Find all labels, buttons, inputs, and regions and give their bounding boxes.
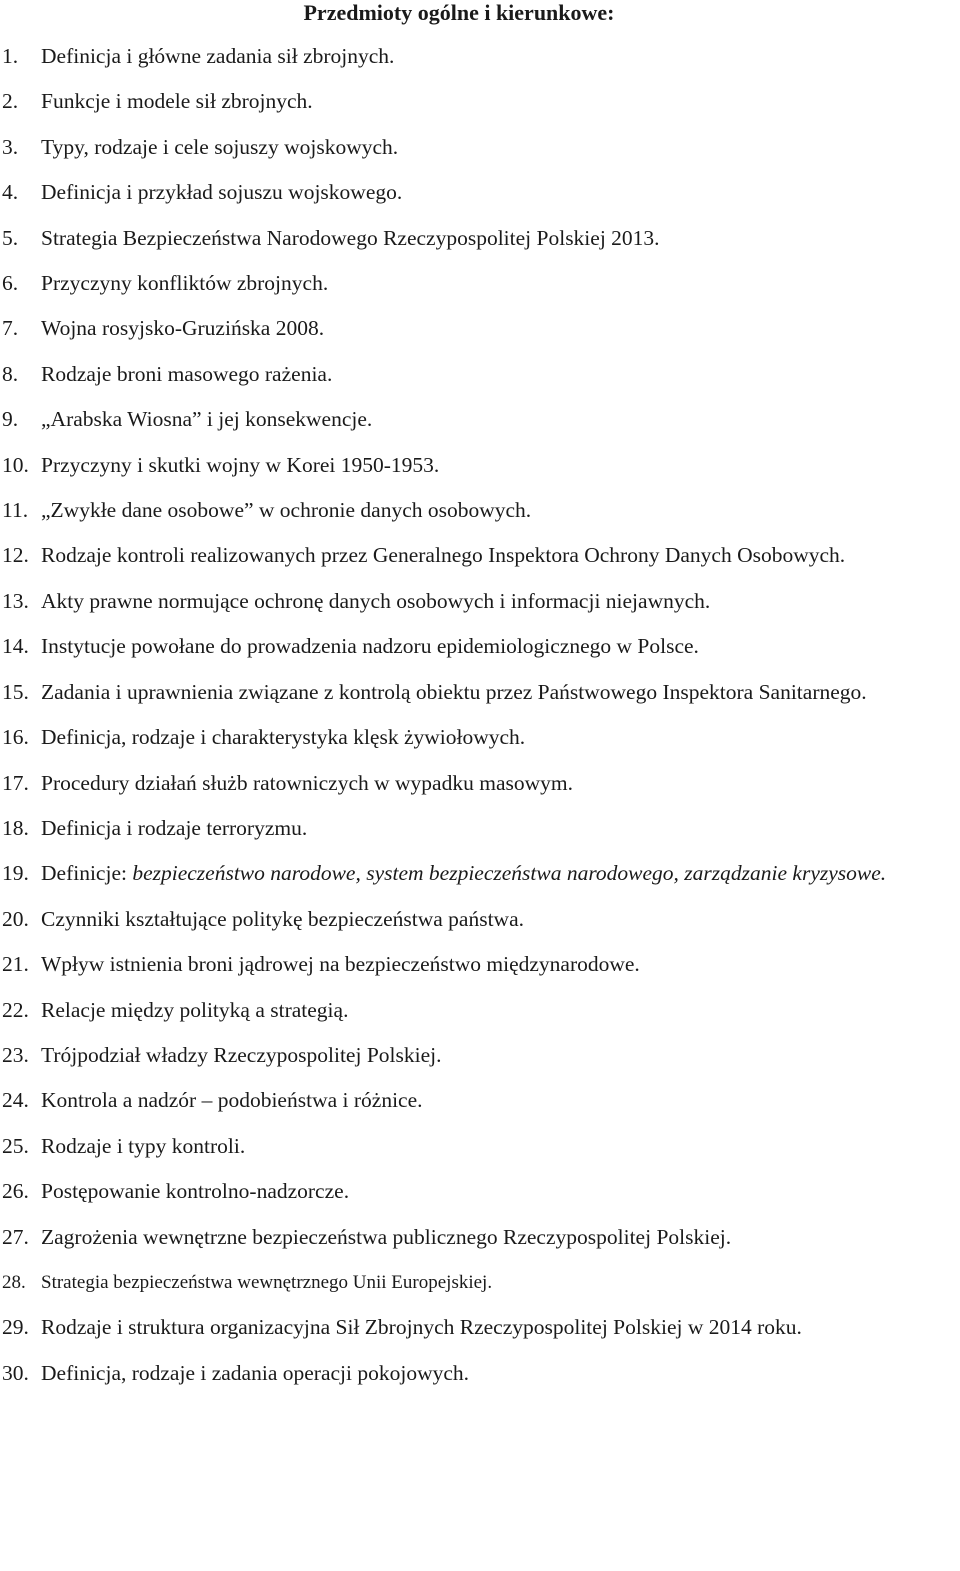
- item-text: Rodzaje kontroli realizowanych przez Generalnego Inspektora Ochrony Danych Osobowych.: [41, 543, 846, 568]
- item-text: Wpływ istnienia broni jądrowej na bezpieczeństwo międzynarodowe.: [41, 952, 640, 977]
- item-number: 1.: [2, 44, 19, 68]
- item-number: 20.: [2, 906, 29, 931]
- item-text: Wojna rosyjsko-Gruzińska 2008.: [41, 316, 325, 341]
- item-number: 14.: [2, 634, 29, 659]
- item-number: 17.: [2, 770, 29, 795]
- item-text: Rodzaje i struktura organizacyjna Sił Zbrojnych Rzeczypospolitej Polskiej w 2014 roku.: [41, 1315, 802, 1340]
- list-item: [0, 488, 960, 533]
- item-text: Definicja i rodzaje terroryzmu.: [41, 815, 308, 840]
- item-number: 9.: [2, 407, 19, 432]
- item-text: Definicja, rodzaje i charakterystyka klęsk żywiołowych.: [41, 725, 526, 750]
- item-text: Definicje:: [41, 861, 133, 886]
- item-number: 22.: [2, 997, 29, 1022]
- list-item: [0, 306, 960, 351]
- item-text: Strategia bezpieczeństwa wewnętrznego Unii Europejskiej.: [41, 1271, 493, 1293]
- item-number: 5.: [2, 225, 19, 250]
- item-number: 26.: [2, 1179, 29, 1204]
- item-text: Zagrożenia wewnętrzne bezpieczeństwa publicznego Rzeczypospolitej Polskiej.: [41, 1224, 732, 1249]
- item-number: 7.: [2, 316, 19, 341]
- list-item: [0, 34, 960, 79]
- item-number: 15.: [2, 679, 29, 704]
- list-item: [0, 851, 960, 896]
- item-number: 29.: [2, 1315, 29, 1340]
- item-text: Rodzaje broni masowego rażenia.: [41, 361, 333, 386]
- item-text: Definicja i przykład sojuszu wojskowego.: [41, 180, 403, 205]
- item-number: 12.: [2, 543, 29, 568]
- item-text: Trójpodział władzy Rzeczypospolitej Polskiej.: [41, 1042, 442, 1067]
- item-number: 28.: [2, 1271, 26, 1293]
- list-item: [0, 443, 960, 488]
- item-number: 18.: [2, 815, 29, 840]
- item-number: 19.: [2, 861, 29, 886]
- list-item: [0, 1215, 960, 1260]
- topics-list: [0, 34, 960, 1396]
- item-text: Procedury działań służb ratowniczych w wypadku masowym.: [41, 770, 573, 795]
- list-item: [0, 579, 960, 624]
- item-text: Funkcje i modele sił zbrojnych.: [41, 89, 313, 114]
- item-text: Definicja i główne zadania sił zbrojnych.: [41, 44, 395, 68]
- item-number: 6.: [2, 271, 19, 296]
- item-text: Zadania i uprawnienia związane z kontrolą obiektu przez Państwowego Inspektora Sanitarnego.: [41, 679, 867, 704]
- item-text: Czynniki kształtujące politykę bezpieczeństwa państwa.: [41, 906, 524, 931]
- list-item: [0, 170, 960, 215]
- list-item: [0, 624, 960, 669]
- list-item: [0, 79, 960, 124]
- item-number: 27.: [2, 1224, 29, 1249]
- list-item: [0, 670, 960, 715]
- item-text: Przyczyny konfliktów zbrojnych.: [41, 271, 329, 296]
- list-item: [0, 216, 960, 261]
- list-item: [0, 1078, 960, 1123]
- item-text: Instytucje powołane do prowadzenia nadzoru epidemiologicznego w Polsce.: [41, 634, 699, 659]
- item-text: Rodzaje i typy kontroli.: [41, 1133, 246, 1158]
- item-number: 23.: [2, 1042, 29, 1067]
- item-number: 16.: [2, 725, 29, 750]
- item-number: 11.: [2, 498, 29, 523]
- list-item: [0, 533, 960, 578]
- list-item: [0, 761, 960, 806]
- list-item: [0, 397, 960, 442]
- item-text: Przyczyny i skutki wojny w Korei 1950-1953.: [41, 452, 440, 477]
- list-item: [0, 1033, 960, 1078]
- item-number: 2.: [2, 89, 19, 114]
- list-item: [0, 942, 960, 987]
- item-text: „Zwykłe dane osobowe” w ochronie danych osobowych.: [41, 498, 532, 523]
- list-item: [0, 352, 960, 397]
- item-text: Typy, rodzaje i cele sojuszy wojskowych.: [41, 134, 399, 159]
- list-item: [0, 1305, 960, 1350]
- list-item: [0, 1169, 960, 1214]
- item-text: Definicja, rodzaje i zadania operacji pokojowych.: [41, 1360, 470, 1385]
- list-item: [0, 1260, 960, 1305]
- item-text: Kontrola a nadzór – podobieństwa i różnice.: [41, 1088, 423, 1113]
- item-text-italic: bezpieczeństwo narodowe, system bezpieczeństwa narodowego, zarządzanie kryzysowe: [132, 861, 881, 886]
- list-item: [0, 1124, 960, 1169]
- item-text: Postępowanie kontrolno-nadzorcze.: [41, 1179, 350, 1204]
- list-item: [0, 715, 960, 760]
- item-number: 30.: [2, 1360, 29, 1385]
- item-text-tail: .: [880, 861, 887, 886]
- list-item: [0, 261, 960, 306]
- item-number: 4.: [2, 180, 19, 205]
- item-number: 10.: [2, 452, 29, 477]
- item-number: 24.: [2, 1088, 29, 1113]
- item-number: 8.: [2, 361, 19, 386]
- list-item: [0, 988, 960, 1033]
- item-number: 3.: [2, 134, 19, 159]
- list-item: [0, 1351, 960, 1396]
- list-item: [0, 897, 960, 942]
- list-item: [0, 125, 960, 170]
- item-number: 21.: [2, 952, 29, 977]
- list-item: [0, 806, 960, 851]
- item-text: Relacje między polityką a strategią.: [41, 997, 349, 1022]
- item-text: „Arabska Wiosna” i jej konsekwencje.: [41, 407, 373, 432]
- item-number: 25.: [2, 1133, 29, 1158]
- item-number: 13.: [2, 588, 29, 613]
- document-heading: Przedmioty ogólne i kierunkowe:: [303, 0, 615, 25]
- item-text: Strategia Bezpieczeństwa Narodowego Rzeczypospolitej Polskiej 2013.: [41, 225, 660, 250]
- item-text: Akty prawne normujące ochronę danych osobowych i informacji niejawnych.: [41, 588, 711, 613]
